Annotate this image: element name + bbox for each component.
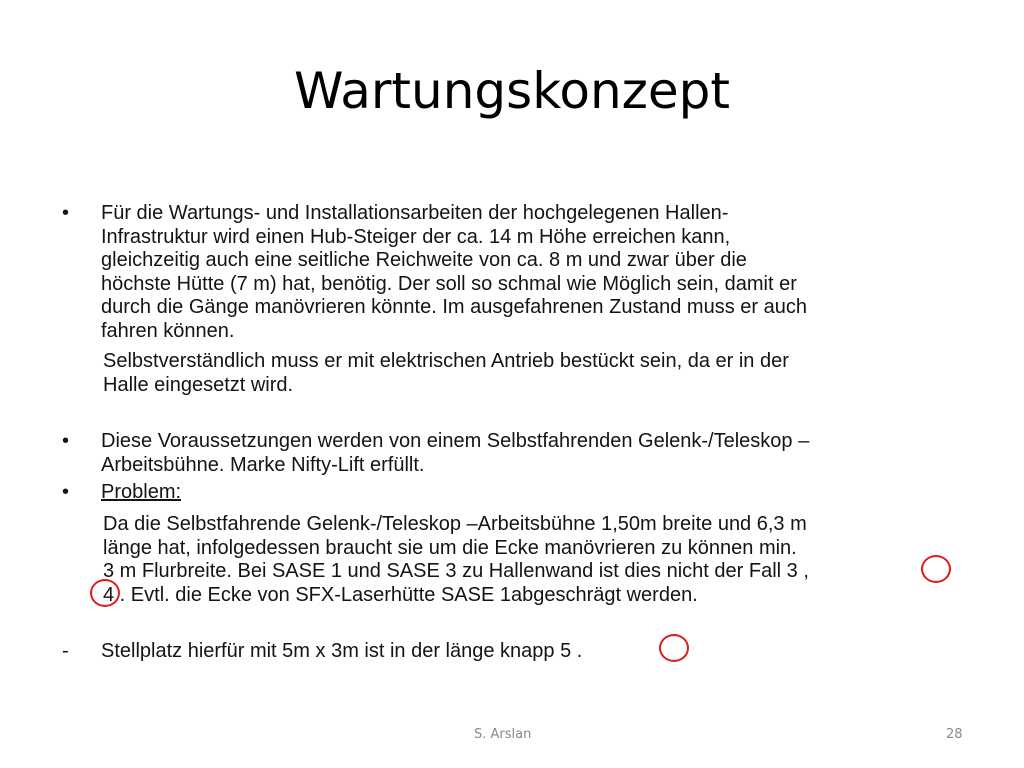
text-line: fahren können. <box>101 319 235 342</box>
bullet-problem-heading <box>101 481 981 505</box>
text-line: 4 . Evtl. die Ecke von SFX-Laserhütte SASE 1abgeschrägt werden. <box>103 583 698 606</box>
text-line: Selbstverständlich muss er mit elektrischen Antrieb bestückt sein, da er in der <box>103 350 789 372</box>
text-line: 3 m Flurbreite. Bei SASE 1 und SASE 3 zu Hallenwand ist dies nicht der Fall 3 , <box>103 560 809 582</box>
annotation-circle-3 <box>921 555 951 583</box>
problem-paragraph <box>103 513 983 607</box>
footer-page-number: 28 <box>946 727 963 742</box>
bullet-marker: • <box>62 481 70 503</box>
annotation-circle-4 <box>90 579 120 607</box>
slide-title: Wartungskonzept <box>293 62 730 120</box>
dash-paragraph-parking <box>101 640 981 664</box>
text-line: durch die Gänge manövrieren könnte. Im ausgefahrenen Zustand muss er auch <box>101 296 807 318</box>
continuation-paragraph-drive <box>103 350 983 397</box>
text-line: Da die Selbstfahrende Gelenk-/Teleskop –Arbeitsbühne 1,50m breite und 6,3 m <box>103 513 807 535</box>
bullet-paragraph-nifty-lift <box>101 430 981 477</box>
bullet-marker: • <box>62 430 70 452</box>
text-line: Diese Voraussetzungen werden von einem Selbstfahrenden Gelenk-/Teleskop – <box>101 430 810 452</box>
text-line: Stellplatz hierfür mit 5m x 3m ist in der länge knapp 5 . <box>101 640 583 662</box>
text-line: höchste Hütte (7 m) hat, benötig. Der soll so schmal wie Möglich sein, damit er <box>101 272 797 295</box>
footer-author: S. Arslan <box>474 727 532 742</box>
text-line: Halle eingesetzt wird. <box>103 373 294 396</box>
text-line: Arbeitsbühne. Marke Nifty-Lift erfüllt. <box>101 453 425 476</box>
annotation-circle-5 <box>659 634 689 662</box>
text-line: Infrastruktur wird einen Hub-Steiger der ca. 14 m Höhe erreichen kann, <box>101 225 731 248</box>
text-line: gleichzeitig auch eine seitliche Reichweite von ca. 8 m und zwar über die <box>101 249 747 271</box>
problem-heading: Problem: <box>101 481 182 503</box>
text-line: Für die Wartungs- und Installationsarbeiten der hochgelegenen Hallen- <box>101 202 729 224</box>
text-line: länge hat, infolgedessen braucht sie um die Ecke manövrieren zu können min. <box>103 536 797 559</box>
bullet-paragraph-requirements <box>101 202 981 343</box>
bullet-marker: • <box>62 202 70 224</box>
dash-marker: - <box>62 640 69 662</box>
